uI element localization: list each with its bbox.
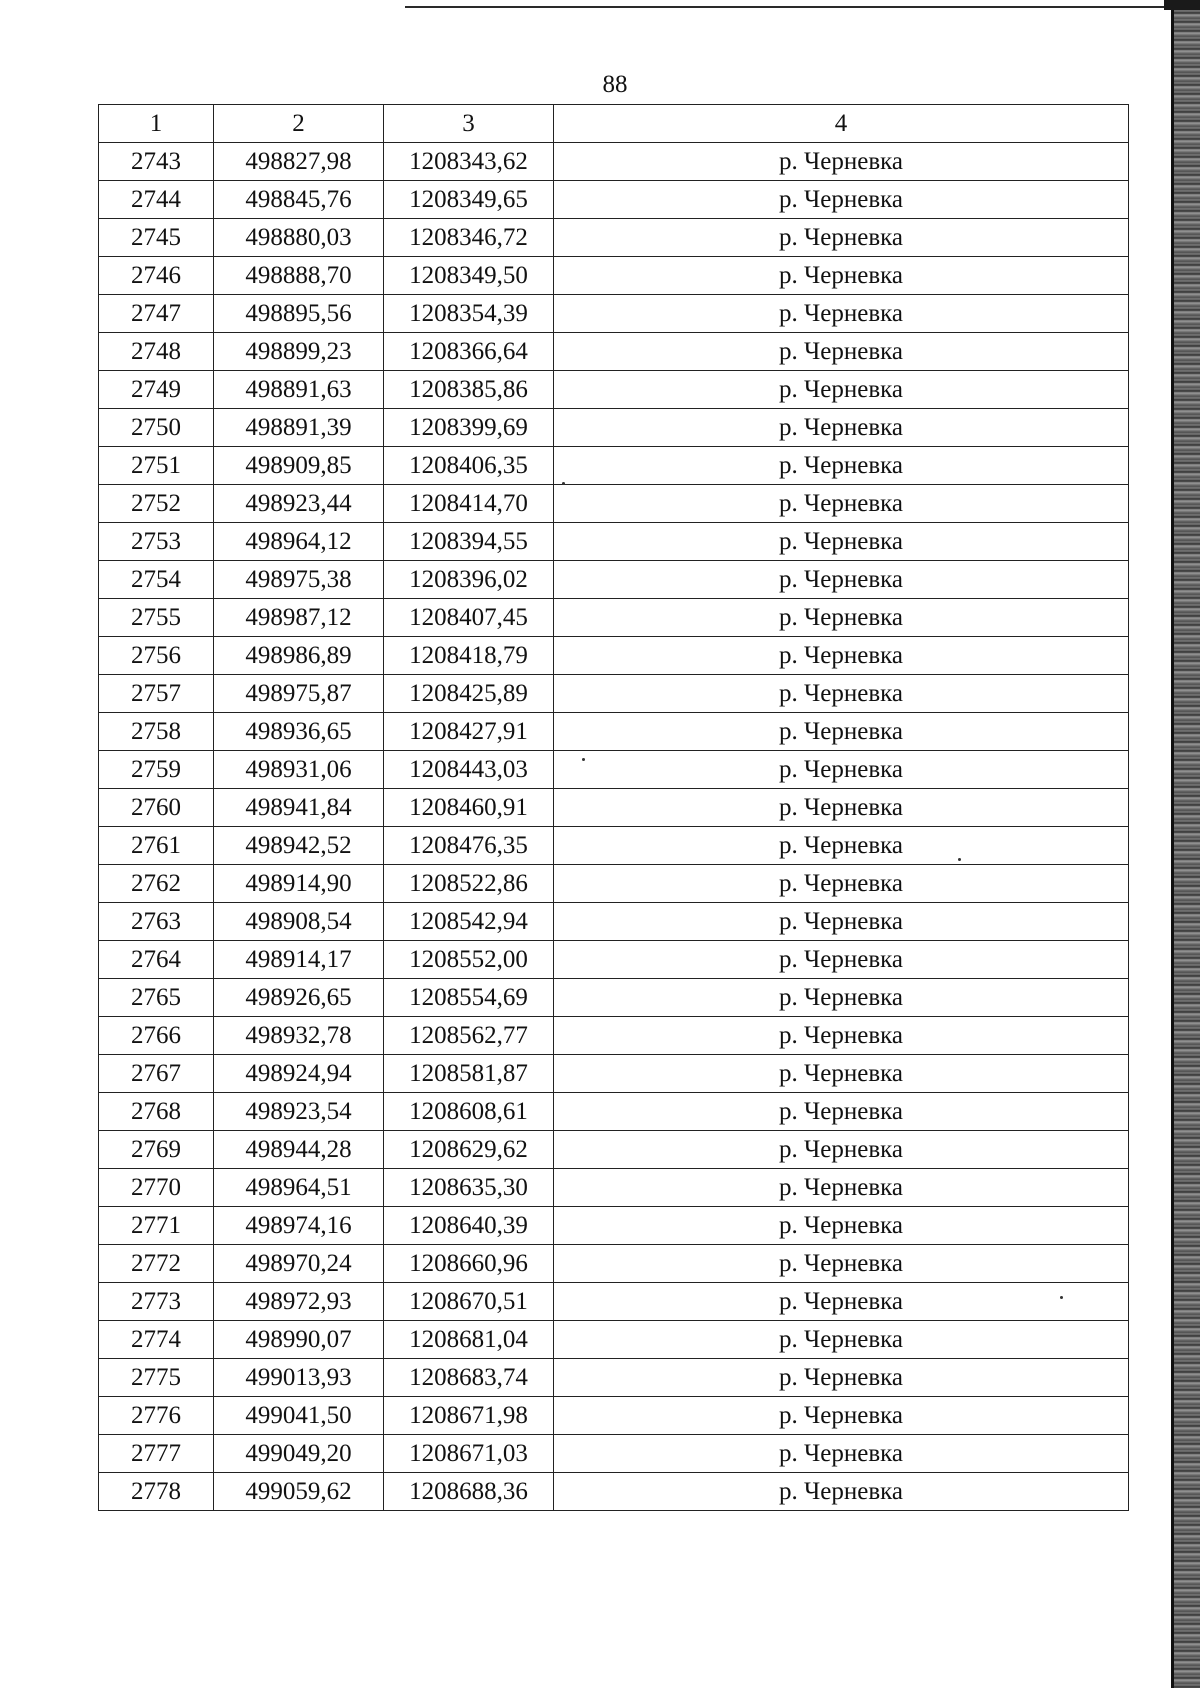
description-cell: р. Черневка bbox=[554, 333, 1129, 371]
table-row bbox=[99, 1169, 1129, 1207]
table-row bbox=[99, 409, 1129, 447]
table-row bbox=[99, 219, 1129, 257]
x-coordinate-cell: 498923,54 bbox=[214, 1093, 384, 1131]
x-coordinate-cell: 498970,24 bbox=[214, 1245, 384, 1283]
x-coordinate-cell: 499013,93 bbox=[214, 1359, 384, 1397]
point-number-cell: 2774 bbox=[99, 1321, 214, 1359]
table-header-row bbox=[99, 105, 1129, 143]
page-number: 88 bbox=[602, 71, 628, 98]
top-scan-line bbox=[405, 6, 1165, 8]
point-number-cell: 2765 bbox=[99, 979, 214, 1017]
x-coordinate-cell: 498936,65 bbox=[214, 713, 384, 751]
point-number-cell: 2766 bbox=[99, 1017, 214, 1055]
point-number-cell: 2767 bbox=[99, 1055, 214, 1093]
table-row bbox=[99, 1321, 1129, 1359]
scan-corner-mark bbox=[1164, 0, 1200, 10]
table-row bbox=[99, 143, 1129, 181]
y-coordinate-cell: 1208542,94 bbox=[384, 903, 554, 941]
table-row bbox=[99, 181, 1129, 219]
y-coordinate-cell: 1208366,64 bbox=[384, 333, 554, 371]
description-cell: р. Черневка bbox=[554, 409, 1129, 447]
point-number-cell: 2746 bbox=[99, 257, 214, 295]
y-coordinate-cell: 1208354,39 bbox=[384, 295, 554, 333]
x-coordinate-cell: 498964,51 bbox=[214, 1169, 384, 1207]
y-coordinate-cell: 1208425,89 bbox=[384, 675, 554, 713]
column-header: 1 bbox=[99, 105, 214, 143]
y-coordinate-cell: 1208407,45 bbox=[384, 599, 554, 637]
point-number-cell: 2776 bbox=[99, 1397, 214, 1435]
y-coordinate-cell: 1208399,69 bbox=[384, 409, 554, 447]
point-number-cell: 2754 bbox=[99, 561, 214, 599]
table-row bbox=[99, 941, 1129, 979]
y-coordinate-cell: 1208349,50 bbox=[384, 257, 554, 295]
point-number-cell: 2772 bbox=[99, 1245, 214, 1283]
point-number-cell: 2751 bbox=[99, 447, 214, 485]
point-number-cell: 2770 bbox=[99, 1169, 214, 1207]
point-number-cell: 2753 bbox=[99, 523, 214, 561]
description-cell: р. Черневка bbox=[554, 713, 1129, 751]
y-coordinate-cell: 1208671,03 bbox=[384, 1435, 554, 1473]
description-cell: р. Черневка bbox=[554, 599, 1129, 637]
y-coordinate-cell: 1208349,65 bbox=[384, 181, 554, 219]
point-number-cell: 2747 bbox=[99, 295, 214, 333]
y-coordinate-cell: 1208427,91 bbox=[384, 713, 554, 751]
point-number-cell: 2752 bbox=[99, 485, 214, 523]
x-coordinate-cell: 498899,23 bbox=[214, 333, 384, 371]
point-number-cell: 2745 bbox=[99, 219, 214, 257]
point-number-cell: 2769 bbox=[99, 1131, 214, 1169]
x-coordinate-cell: 498880,03 bbox=[214, 219, 384, 257]
x-coordinate-cell: 498975,38 bbox=[214, 561, 384, 599]
y-coordinate-cell: 1208443,03 bbox=[384, 751, 554, 789]
x-coordinate-cell: 498990,07 bbox=[214, 1321, 384, 1359]
table-row bbox=[99, 599, 1129, 637]
y-coordinate-cell: 1208460,91 bbox=[384, 789, 554, 827]
table-row bbox=[99, 561, 1129, 599]
coordinates-table bbox=[98, 104, 1129, 1511]
x-coordinate-cell: 498942,52 bbox=[214, 827, 384, 865]
scan-speck bbox=[562, 482, 565, 485]
y-coordinate-cell: 1208418,79 bbox=[384, 637, 554, 675]
table-row bbox=[99, 257, 1129, 295]
x-coordinate-cell: 498941,84 bbox=[214, 789, 384, 827]
x-coordinate-cell: 498972,93 bbox=[214, 1283, 384, 1321]
y-coordinate-cell: 1208562,77 bbox=[384, 1017, 554, 1055]
y-coordinate-cell: 1208346,72 bbox=[384, 219, 554, 257]
point-number-cell: 2760 bbox=[99, 789, 214, 827]
y-coordinate-cell: 1208688,36 bbox=[384, 1473, 554, 1511]
table-row bbox=[99, 903, 1129, 941]
column-header: 3 bbox=[384, 105, 554, 143]
description-cell: р. Черневка bbox=[554, 1055, 1129, 1093]
table-row bbox=[99, 371, 1129, 409]
table-row bbox=[99, 485, 1129, 523]
description-cell: р. Черневка bbox=[554, 295, 1129, 333]
x-coordinate-cell: 498845,76 bbox=[214, 181, 384, 219]
table-row bbox=[99, 523, 1129, 561]
table-row bbox=[99, 1397, 1129, 1435]
description-cell: р. Черневка bbox=[554, 865, 1129, 903]
y-coordinate-cell: 1208671,98 bbox=[384, 1397, 554, 1435]
description-cell: р. Черневка bbox=[554, 447, 1129, 485]
table-row bbox=[99, 1283, 1129, 1321]
table-row bbox=[99, 1359, 1129, 1397]
description-cell: р. Черневка bbox=[554, 1245, 1129, 1283]
y-coordinate-cell: 1208522,86 bbox=[384, 865, 554, 903]
x-coordinate-cell: 498895,56 bbox=[214, 295, 384, 333]
table-row bbox=[99, 1435, 1129, 1473]
table-row bbox=[99, 1017, 1129, 1055]
column-header: 4 bbox=[554, 105, 1129, 143]
y-coordinate-cell: 1208640,39 bbox=[384, 1207, 554, 1245]
description-cell: р. Черневка bbox=[554, 523, 1129, 561]
description-cell: р. Черневка bbox=[554, 1207, 1129, 1245]
point-number-cell: 2768 bbox=[99, 1093, 214, 1131]
description-cell: р. Черневка bbox=[554, 1093, 1129, 1131]
table-row bbox=[99, 827, 1129, 865]
description-cell: р. Черневка bbox=[554, 371, 1129, 409]
point-number-cell: 2775 bbox=[99, 1359, 214, 1397]
point-number-cell: 2748 bbox=[99, 333, 214, 371]
table-body bbox=[99, 143, 1129, 1511]
scan-speck bbox=[582, 758, 585, 761]
y-coordinate-cell: 1208670,51 bbox=[384, 1283, 554, 1321]
table-row bbox=[99, 865, 1129, 903]
description-cell: р. Черневка bbox=[554, 1131, 1129, 1169]
y-coordinate-cell: 1208396,02 bbox=[384, 561, 554, 599]
point-number-cell: 2750 bbox=[99, 409, 214, 447]
x-coordinate-cell: 498944,28 bbox=[214, 1131, 384, 1169]
point-number-cell: 2773 bbox=[99, 1283, 214, 1321]
x-coordinate-cell: 498987,12 bbox=[214, 599, 384, 637]
point-number-cell: 2771 bbox=[99, 1207, 214, 1245]
description-cell: р. Черневка bbox=[554, 219, 1129, 257]
x-coordinate-cell: 498891,39 bbox=[214, 409, 384, 447]
point-number-cell: 2749 bbox=[99, 371, 214, 409]
y-coordinate-cell: 1208629,62 bbox=[384, 1131, 554, 1169]
point-number-cell: 2758 bbox=[99, 713, 214, 751]
point-number-cell: 2744 bbox=[99, 181, 214, 219]
description-cell: р. Черневка bbox=[554, 979, 1129, 1017]
y-coordinate-cell: 1208406,35 bbox=[384, 447, 554, 485]
description-cell: р. Черневка bbox=[554, 143, 1129, 181]
y-coordinate-cell: 1208681,04 bbox=[384, 1321, 554, 1359]
point-number-cell: 2756 bbox=[99, 637, 214, 675]
description-cell: р. Черневка bbox=[554, 561, 1129, 599]
y-coordinate-cell: 1208683,74 bbox=[384, 1359, 554, 1397]
description-cell: р. Черневка bbox=[554, 1473, 1129, 1511]
description-cell: р. Черневка bbox=[554, 941, 1129, 979]
description-cell: р. Черневка bbox=[554, 257, 1129, 295]
table-row bbox=[99, 751, 1129, 789]
point-number-cell: 2761 bbox=[99, 827, 214, 865]
scan-edge-rule bbox=[1171, 0, 1174, 1688]
y-coordinate-cell: 1208608,61 bbox=[384, 1093, 554, 1131]
point-number-cell: 2778 bbox=[99, 1473, 214, 1511]
x-coordinate-cell: 498914,90 bbox=[214, 865, 384, 903]
description-cell: р. Черневка bbox=[554, 903, 1129, 941]
x-coordinate-cell: 498986,89 bbox=[214, 637, 384, 675]
description-cell: р. Черневка bbox=[554, 1359, 1129, 1397]
table-row bbox=[99, 1055, 1129, 1093]
description-cell: р. Черневка bbox=[554, 1435, 1129, 1473]
x-coordinate-cell: 498975,87 bbox=[214, 675, 384, 713]
description-cell: р. Черневка bbox=[554, 1017, 1129, 1055]
table-row bbox=[99, 979, 1129, 1017]
scan-speck bbox=[1060, 1296, 1063, 1299]
table-row bbox=[99, 1207, 1129, 1245]
x-coordinate-cell: 498891,63 bbox=[214, 371, 384, 409]
x-coordinate-cell: 499059,62 bbox=[214, 1473, 384, 1511]
description-cell: р. Черневка bbox=[554, 1397, 1129, 1435]
description-cell: р. Черневка bbox=[554, 675, 1129, 713]
y-coordinate-cell: 1208385,86 bbox=[384, 371, 554, 409]
x-coordinate-cell: 498914,17 bbox=[214, 941, 384, 979]
description-cell: р. Черневка bbox=[554, 1321, 1129, 1359]
point-number-cell: 2762 bbox=[99, 865, 214, 903]
description-cell: р. Черневка bbox=[554, 181, 1129, 219]
x-coordinate-cell: 499041,50 bbox=[214, 1397, 384, 1435]
x-coordinate-cell: 498974,16 bbox=[214, 1207, 384, 1245]
x-coordinate-cell: 498931,06 bbox=[214, 751, 384, 789]
description-cell: р. Черневка bbox=[554, 485, 1129, 523]
y-coordinate-cell: 1208394,55 bbox=[384, 523, 554, 561]
x-coordinate-cell: 498964,12 bbox=[214, 523, 384, 561]
table-row bbox=[99, 1245, 1129, 1283]
y-coordinate-cell: 1208581,87 bbox=[384, 1055, 554, 1093]
table-row bbox=[99, 1093, 1129, 1131]
description-cell: р. Черневка bbox=[554, 1169, 1129, 1207]
y-coordinate-cell: 1208552,00 bbox=[384, 941, 554, 979]
table-row bbox=[99, 675, 1129, 713]
scan-speck bbox=[958, 858, 961, 861]
y-coordinate-cell: 1208476,35 bbox=[384, 827, 554, 865]
y-coordinate-cell: 1208414,70 bbox=[384, 485, 554, 523]
x-coordinate-cell: 499049,20 bbox=[214, 1435, 384, 1473]
description-cell: р. Черневка bbox=[554, 1283, 1129, 1321]
description-cell: р. Черневка bbox=[554, 789, 1129, 827]
point-number-cell: 2743 bbox=[99, 143, 214, 181]
point-number-cell: 2755 bbox=[99, 599, 214, 637]
x-coordinate-cell: 498908,54 bbox=[214, 903, 384, 941]
table-row bbox=[99, 713, 1129, 751]
y-coordinate-cell: 1208635,30 bbox=[384, 1169, 554, 1207]
description-cell: р. Черневка bbox=[554, 827, 1129, 865]
table-row bbox=[99, 1473, 1129, 1511]
table-row bbox=[99, 789, 1129, 827]
table-row bbox=[99, 333, 1129, 371]
point-number-cell: 2757 bbox=[99, 675, 214, 713]
y-coordinate-cell: 1208554,69 bbox=[384, 979, 554, 1017]
table-row bbox=[99, 1131, 1129, 1169]
scan-edge-shadow bbox=[1174, 0, 1200, 1688]
x-coordinate-cell: 498926,65 bbox=[214, 979, 384, 1017]
table-row bbox=[99, 447, 1129, 485]
point-number-cell: 2759 bbox=[99, 751, 214, 789]
y-coordinate-cell: 1208343,62 bbox=[384, 143, 554, 181]
table-row bbox=[99, 637, 1129, 675]
point-number-cell: 2764 bbox=[99, 941, 214, 979]
description-cell: р. Черневка bbox=[554, 751, 1129, 789]
x-coordinate-cell: 498888,70 bbox=[214, 257, 384, 295]
x-coordinate-cell: 498932,78 bbox=[214, 1017, 384, 1055]
x-coordinate-cell: 498924,94 bbox=[214, 1055, 384, 1093]
table-row bbox=[99, 295, 1129, 333]
x-coordinate-cell: 498923,44 bbox=[214, 485, 384, 523]
description-cell: р. Черневка bbox=[554, 637, 1129, 675]
column-header: 2 bbox=[214, 105, 384, 143]
x-coordinate-cell: 498909,85 bbox=[214, 447, 384, 485]
point-number-cell: 2763 bbox=[99, 903, 214, 941]
point-number-cell: 2777 bbox=[99, 1435, 214, 1473]
x-coordinate-cell: 498827,98 bbox=[214, 143, 384, 181]
y-coordinate-cell: 1208660,96 bbox=[384, 1245, 554, 1283]
